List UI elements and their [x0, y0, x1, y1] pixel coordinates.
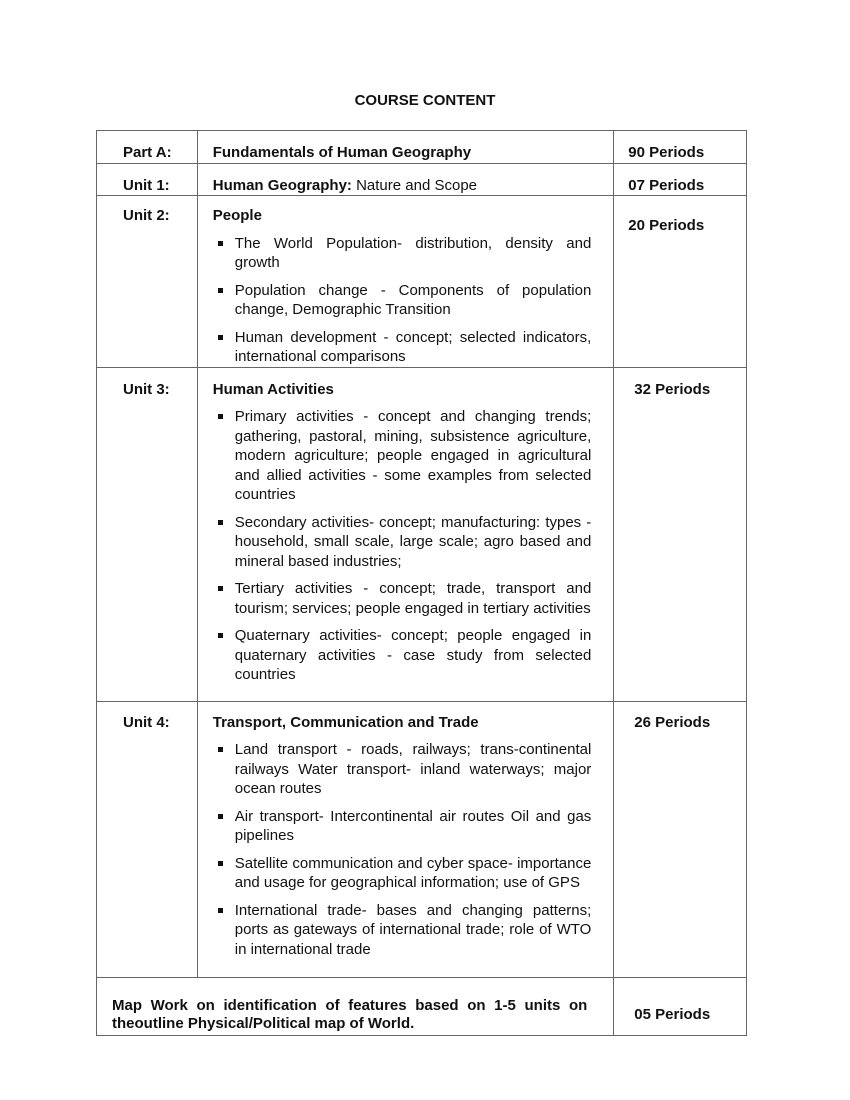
unit-title — [198, 164, 614, 196]
list-item: Satellite communication and cyber space- importance and usage for geographical information; use of GPS — [235, 854, 592, 893]
bullet-icon — [218, 814, 223, 819]
list-item: Quaternary activities- concept; people engaged in quaternary activities - case study from selected countries — [235, 626, 592, 685]
map-work-text: Map Work on identification of features based on 1-5 units on theoutline Physical/Political map of World. — [112, 996, 588, 1032]
unit-title: People — [212, 207, 262, 224]
list-item: International trade- bases and changing patterns; ports as gateways of international trade; role of WTO in international trade — [235, 901, 592, 960]
topic-list — [198, 407, 614, 685]
topic-list — [198, 234, 614, 367]
bullet-icon — [218, 520, 223, 525]
unit-label: Unit 2: — [123, 207, 170, 224]
list-item: Air transport- Intercontinental air routes Oil and gas pipelines — [235, 807, 592, 846]
bullet-icon — [218, 241, 223, 246]
unit-title: Human Activities — [212, 380, 334, 398]
table-row-unit-1 — [97, 163, 747, 196]
unit-label: Unit 4: — [123, 713, 170, 731]
map-work-periods: 05 Periods — [634, 1005, 711, 1023]
bullet-icon — [218, 586, 223, 591]
unit-periods: 32 Periods — [634, 380, 711, 398]
topic-list — [198, 740, 614, 959]
bullet-icon — [218, 288, 223, 293]
bullet-icon — [218, 633, 223, 638]
bullet-icon — [218, 335, 223, 340]
table-row-unit-2 — [97, 196, 747, 368]
unit-title-bold: Human Geography: — [212, 176, 352, 194]
bullet-icon — [218, 908, 223, 913]
part-periods: 90 Periods — [628, 144, 705, 161]
list-item: Land transport - roads, railways; trans-continental railways Water transport- inland waterways; major ocean routes — [235, 740, 592, 799]
list-item: Population change - Components of population change, Demographic Transition — [235, 281, 592, 320]
list-item: The World Population- distribution, density and growth — [235, 234, 592, 273]
bullet-icon — [218, 414, 223, 419]
unit-periods: 26 Periods — [634, 713, 711, 731]
unit-periods: 07 Periods — [628, 176, 705, 194]
course-content-table — [96, 130, 747, 1036]
list-item: Human development - concept; selected indicators, international comparisons — [235, 328, 592, 367]
unit-title-rest: Nature and Scope — [356, 176, 478, 194]
part-title: Fundamentals of Human Geography — [212, 144, 472, 161]
page-title: COURSE CONTENT — [354, 92, 496, 109]
unit-label: Unit 1: — [123, 176, 170, 194]
bullet-icon — [218, 861, 223, 866]
bullet-icon — [218, 747, 223, 752]
list-item: Secondary activities- concept; manufacturing: types - household, small scale, large scale; agro based and mineral based industries; — [235, 513, 592, 572]
table-row-unit-3 — [97, 367, 747, 701]
unit-periods: 20 Periods — [628, 217, 705, 234]
table-row-unit-4 — [97, 701, 747, 977]
table-row-part-a — [97, 131, 747, 164]
unit-label: Unit 3: — [123, 380, 170, 398]
list-item: Primary activities - concept and changing trends; gathering, pastoral, mining, subsistence agriculture, modern agriculture; people engaged in agricultural and allied activities - some examples from selected countries — [235, 407, 592, 505]
table-row-map-work — [97, 977, 747, 1035]
list-item: Tertiary activities - concept; trade, transport and tourism; services; people engaged in tertiary activities — [235, 579, 592, 618]
part-label: Part A: — [123, 144, 172, 161]
unit-title: Transport, Communication and Trade — [212, 713, 479, 731]
